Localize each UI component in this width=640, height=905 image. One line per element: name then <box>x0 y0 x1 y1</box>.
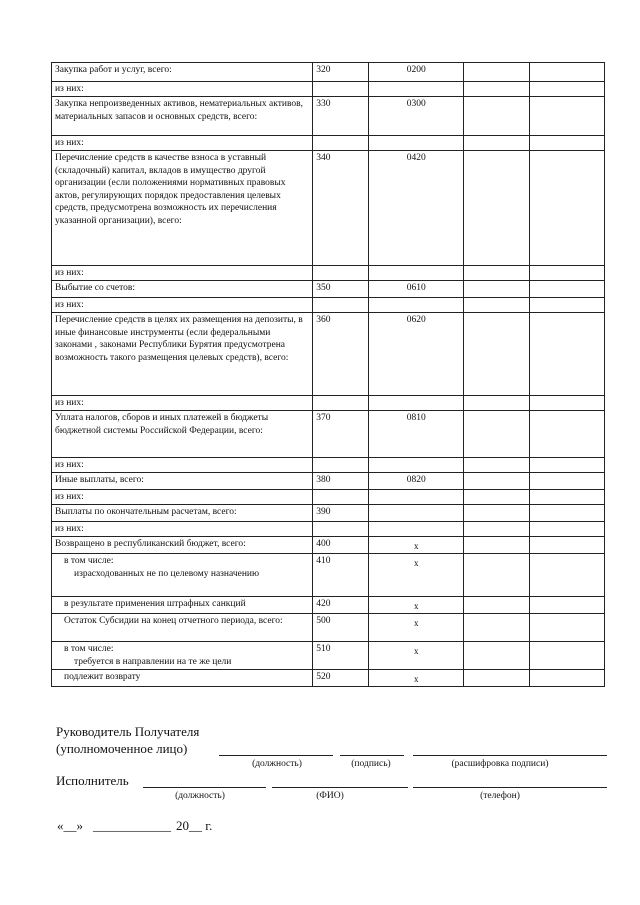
table-row <box>52 473 605 490</box>
row-name: Перечисление средств в качестве взноса в уставный (складочный) капитал, вкладов в имущество другой организации (если положениями нормативных правовых актов, регулирующих порядок предоставления целевых средств, предусмотрена возможность их перечисления указанной организации), всего: <box>52 151 313 266</box>
row-value-cell[interactable] <box>530 63 605 82</box>
caption-decoding: (расшифровка подписи) <box>451 759 549 769</box>
row-code <box>313 458 369 473</box>
table-row <box>52 505 605 522</box>
row-value-cell[interactable] <box>464 505 530 522</box>
table-row <box>52 670 605 687</box>
row-value-cell[interactable] <box>530 151 605 266</box>
table-row <box>52 313 605 396</box>
row-kosgu <box>369 82 464 97</box>
row-value-cell[interactable] <box>464 554 530 597</box>
row-code <box>313 522 369 537</box>
table-row <box>52 266 605 281</box>
table-row <box>52 490 605 505</box>
row-value-cell[interactable] <box>464 411 530 458</box>
caption-position: (должность) <box>252 759 302 769</box>
row-kosgu: 0610 <box>369 281 464 298</box>
caption-position2: (должность) <box>175 791 225 801</box>
row-value-cell[interactable] <box>530 411 605 458</box>
table-row <box>52 522 605 537</box>
row-value-cell[interactable] <box>530 537 605 554</box>
table-row <box>52 642 605 670</box>
row-code <box>313 298 369 313</box>
table-row <box>52 411 605 458</box>
row-name: из них: <box>52 266 313 281</box>
table-row <box>52 63 605 82</box>
row-code: 410 <box>313 554 369 597</box>
row-value-cell[interactable] <box>530 458 605 473</box>
row-value-cell[interactable] <box>530 490 605 505</box>
caption-phone: (телефон) <box>480 791 520 801</box>
table-row <box>52 554 605 597</box>
row-kosgu <box>369 522 464 537</box>
head-label-line2: (уполномоченное лицо) <box>56 741 188 756</box>
row-kosgu <box>369 136 464 151</box>
row-kosgu <box>369 505 464 522</box>
date-month[interactable]: ____________ <box>93 818 171 833</box>
table-row <box>52 614 605 642</box>
row-value-cell[interactable] <box>464 63 530 82</box>
signature-line[interactable] <box>340 755 404 756</box>
row-value-cell[interactable] <box>464 522 530 537</box>
row-value-cell[interactable] <box>530 554 605 597</box>
row-value-cell[interactable] <box>464 281 530 298</box>
row-value-cell[interactable] <box>464 136 530 151</box>
row-value-cell[interactable] <box>530 597 605 614</box>
date-year: 20__ г. <box>176 818 213 833</box>
executor-phone-line[interactable] <box>413 787 607 788</box>
head-label-line1: Руководитель Получателя <box>56 724 200 739</box>
table-row <box>52 597 605 614</box>
row-code: 420 <box>313 597 369 614</box>
row-value-cell[interactable] <box>464 614 530 642</box>
row-value-cell[interactable] <box>530 281 605 298</box>
row-kosgu: 0810 <box>369 411 464 458</box>
row-name: Выплаты по окончательным расчетам, всего: <box>52 505 313 522</box>
table-row <box>52 537 605 554</box>
row-value-cell[interactable] <box>464 458 530 473</box>
row-name: Остаток Субсидии на конец отчетного периода, всего: <box>52 614 313 642</box>
row-kosgu <box>369 458 464 473</box>
row-kosgu: 0420 <box>369 151 464 266</box>
row-kosgu: x <box>369 597 464 614</box>
table-row <box>52 396 605 411</box>
row-value-cell[interactable] <box>464 490 530 505</box>
decoding-line[interactable] <box>413 755 607 756</box>
table-row <box>52 458 605 473</box>
row-name: Иные выплаты, всего: <box>52 473 313 490</box>
row-kosgu: 0200 <box>369 63 464 82</box>
row-kosgu: 0820 <box>369 473 464 490</box>
row-value-cell[interactable] <box>530 522 605 537</box>
row-name: из них: <box>52 136 313 151</box>
row-name: Закупка работ и услуг, всего: <box>52 63 313 82</box>
row-code <box>313 396 369 411</box>
row-code: 390 <box>313 505 369 522</box>
row-name: Уплата налогов, сборов и иных платежей в бюджеты бюджетной системы Российской Федерации, всего: <box>52 411 313 458</box>
row-value-cell[interactable] <box>464 151 530 266</box>
row-code: 370 <box>313 411 369 458</box>
row-value-cell[interactable] <box>530 396 605 411</box>
position-line[interactable] <box>219 755 333 756</box>
row-code: 380 <box>313 473 369 490</box>
table-row <box>52 82 605 97</box>
row-name: Перечисление средств в целях их размещения на депозиты, в иные финансовые инструменты (если федеральными законами , законами Республики Бурятия предусмотрена возможность такого размещения целевых средств), всего: <box>52 313 313 396</box>
executor-position-line[interactable] <box>143 787 266 788</box>
row-code <box>313 82 369 97</box>
row-value-cell[interactable] <box>530 505 605 522</box>
table-row <box>52 136 605 151</box>
row-kosgu <box>369 490 464 505</box>
caption-signature: (подпись) <box>351 759 391 769</box>
row-kosgu: 0300 <box>369 97 464 136</box>
row-kosgu: x <box>369 537 464 554</box>
row-name: из них: <box>52 458 313 473</box>
row-code <box>313 136 369 151</box>
row-value-cell[interactable] <box>530 313 605 396</box>
date-day: «__» <box>57 818 83 833</box>
row-value-cell[interactable] <box>530 473 605 490</box>
row-value-cell[interactable] <box>464 473 530 490</box>
row-kosgu: x <box>369 670 464 687</box>
row-value-cell[interactable] <box>530 97 605 136</box>
row-name: в результате применения штрафных санкций <box>52 597 313 614</box>
row-name: из них: <box>52 82 313 97</box>
row-kosgu <box>369 298 464 313</box>
row-code: 360 <box>313 313 369 396</box>
caption-fio: (ФИО) <box>316 791 344 801</box>
row-value-cell[interactable] <box>530 670 605 687</box>
row-code <box>313 490 369 505</box>
row-name: из них: <box>52 490 313 505</box>
row-kosgu <box>369 266 464 281</box>
row-value-cell[interactable] <box>464 597 530 614</box>
row-value-cell[interactable] <box>464 266 530 281</box>
row-code: 400 <box>313 537 369 554</box>
row-code <box>313 266 369 281</box>
row-name: подлежит возврату <box>52 670 313 687</box>
row-code: 500 <box>313 614 369 642</box>
row-code: 350 <box>313 281 369 298</box>
row-value-cell[interactable] <box>530 136 605 151</box>
row-kosgu: x <box>369 554 464 597</box>
row-value-cell[interactable] <box>464 82 530 97</box>
row-name: из них: <box>52 298 313 313</box>
row-name: из них: <box>52 396 313 411</box>
row-kosgu: 0620 <box>369 313 464 396</box>
table-row <box>52 151 605 266</box>
row-kosgu: x <box>369 642 464 670</box>
table-row <box>52 281 605 298</box>
row-code: 520 <box>313 670 369 687</box>
row-value-cell[interactable] <box>530 642 605 670</box>
row-value-cell[interactable] <box>530 298 605 313</box>
row-value-cell[interactable] <box>464 642 530 670</box>
row-kosgu: x <box>369 614 464 642</box>
row-value-cell[interactable] <box>530 266 605 281</box>
row-code: 320 <box>313 63 369 82</box>
row-name: в том числе: израсходованных не по целевому назначению <box>52 554 313 597</box>
row-name: Возвращено в республиканский бюджет, всего: <box>52 537 313 554</box>
row-name: в том числе: требуется в направлении на те же цели <box>52 642 313 670</box>
table-row <box>52 298 605 313</box>
row-value-cell[interactable] <box>530 614 605 642</box>
row-value-cell[interactable] <box>464 396 530 411</box>
row-name: из них: <box>52 522 313 537</box>
row-name: Выбытие со счетов: <box>52 281 313 298</box>
table-row <box>52 97 605 136</box>
row-value-cell[interactable] <box>464 97 530 136</box>
executor-label: Исполнитель <box>56 773 129 788</box>
row-kosgu <box>369 396 464 411</box>
row-name: Закупка непроизведенных активов, нематериальных активов, материальных запасов и основных средств, всего: <box>52 97 313 136</box>
report-table <box>51 62 605 687</box>
row-value-cell[interactable] <box>464 313 530 396</box>
row-code: 340 <box>313 151 369 266</box>
row-value-cell[interactable] <box>530 82 605 97</box>
row-code: 510 <box>313 642 369 670</box>
row-value-cell[interactable] <box>464 670 530 687</box>
row-value-cell[interactable] <box>464 298 530 313</box>
executor-fio-line[interactable] <box>272 787 408 788</box>
row-code: 330 <box>313 97 369 136</box>
row-value-cell[interactable] <box>464 537 530 554</box>
